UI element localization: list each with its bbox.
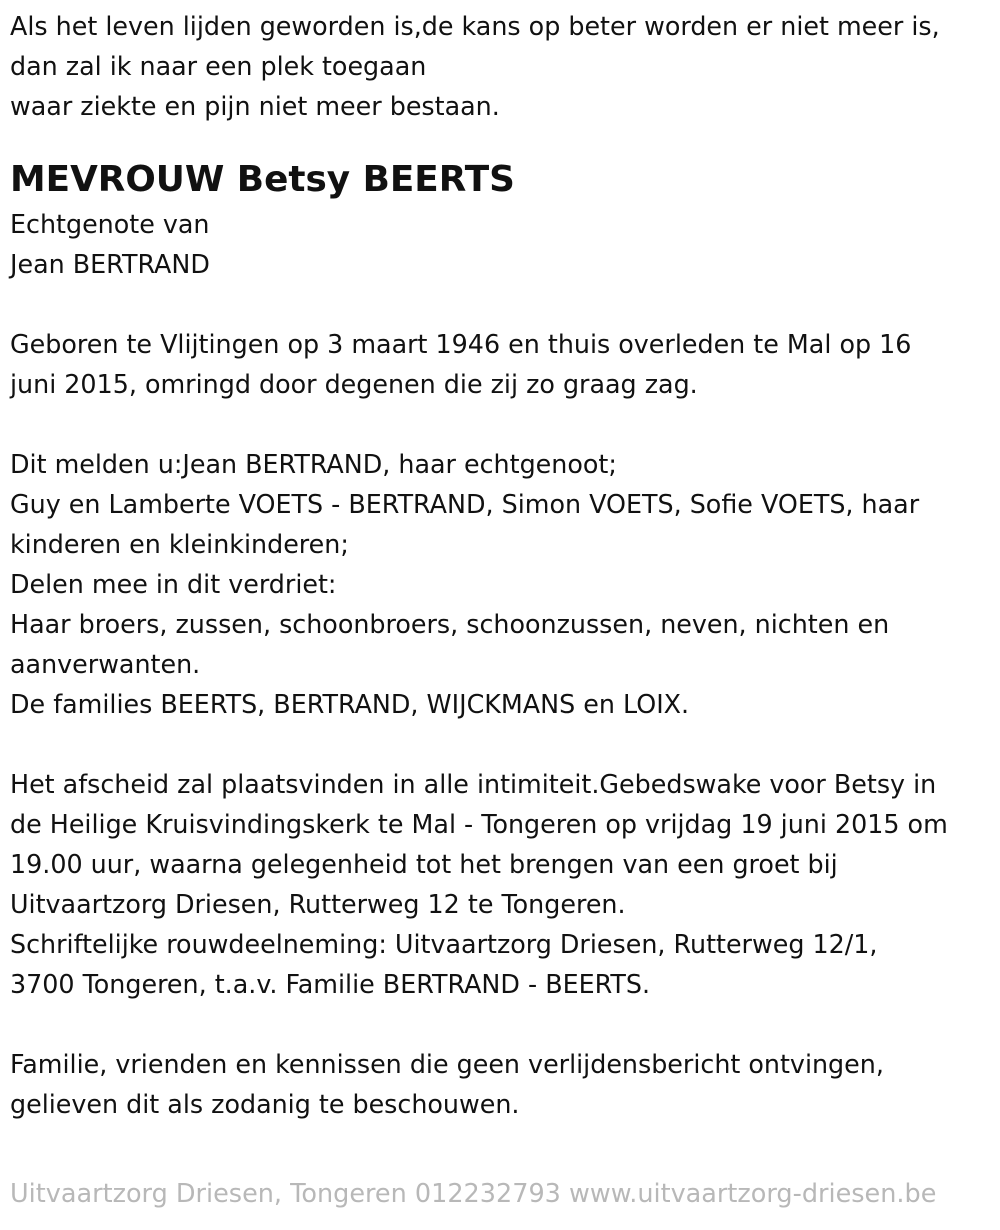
text-line: Guy en Lamberte VOETS - BERTRAND, Simon VOETS, Sofie VOETS, haar — [10, 489, 920, 519]
announcers-paragraph — [10, 444, 995, 724]
death-notice — [10, 6, 995, 1124]
poem-line: waar ziekte en pijn niet meer bestaan. — [10, 91, 500, 121]
poem — [10, 6, 995, 126]
text-line: Het afscheid zal plaatsvinden in alle intimiteit.Gebedswake voor Betsy in — [10, 769, 937, 799]
text-line: Delen mee in dit verdriet: — [10, 569, 337, 599]
spouse-name: Jean BERTRAND — [10, 249, 210, 279]
deceased-name: MEVROUW Betsy BEERTS — [10, 159, 515, 200]
text-line: gelieven dit als zodanig te beschouwen. — [10, 1089, 520, 1119]
spouse-intro: Echtgenote van — [10, 209, 210, 239]
text-line: 19.00 uur, waarna gelegenheid tot het brengen van een groet bij — [10, 849, 838, 879]
text-line: Schriftelijke rouwdeelneming: Uitvaartzorg Driesen, Rutterweg 12/1, — [10, 929, 878, 959]
birth-death-paragraph — [10, 324, 995, 404]
poem-line: Als het leven lijden geworden is,de kans op beter worden er niet meer is, — [10, 11, 940, 41]
text-line: Geboren te Vlijtingen op 3 maart 1946 en thuis overleden te Mal op 16 — [10, 329, 912, 359]
text-line: aanverwanten. — [10, 649, 201, 679]
text-line: 3700 Tongeren, t.a.v. Familie BERTRAND - BEERTS. — [10, 969, 651, 999]
poem-line: dan zal ik naar een plek toegaan — [10, 51, 427, 81]
text-line: Uitvaartzorg Driesen, Rutterweg 12 te Tongeren. — [10, 889, 626, 919]
text-line: Haar broers, zussen, schoonbroers, schoonzussen, neven, nichten en — [10, 609, 890, 639]
text-line: kinderen en kleinkinderen; — [10, 529, 349, 559]
text-line: Dit melden u:Jean BERTRAND, haar echtgenoot; — [10, 449, 617, 479]
text-line: De families BEERTS, BERTRAND, WIJCKMANS en LOIX. — [10, 689, 690, 719]
funeral-home-footer: Uitvaartzorg Driesen, Tongeren 012232793 www.uitvaartzorg-driesen.be — [10, 1179, 937, 1209]
text-line: Familie, vrienden en kennissen die geen verlijdensbericht ontvingen, — [10, 1049, 884, 1079]
text-line: juni 2015, omringd door degenen die zij zo graag zag. — [10, 369, 698, 399]
ceremony-paragraph — [10, 764, 995, 1004]
closing-paragraph — [10, 1044, 995, 1124]
text-line: de Heilige Kruisvindingskerk te Mal - Tongeren op vrijdag 19 juni 2015 om — [10, 809, 948, 839]
